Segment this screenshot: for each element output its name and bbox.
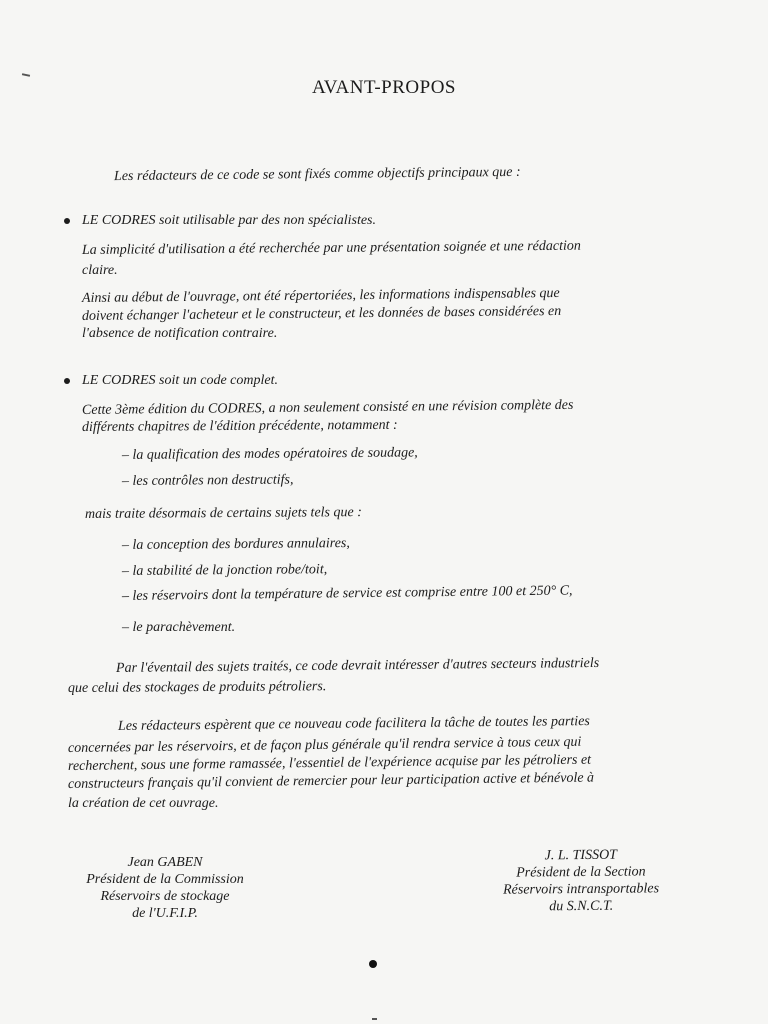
signature-right bbox=[476, 846, 687, 916]
section2-heading: LE CODRES soit un code complet. bbox=[82, 373, 278, 388]
list-item: – les contrôles non destructifs, bbox=[121, 472, 294, 489]
signatory-name: Jean GABEN bbox=[127, 855, 203, 870]
signatory-title: Président de la Section bbox=[516, 864, 646, 881]
intro-text: Les rédacteurs de ce code se sont fixés comme objectifs principaux que : bbox=[113, 164, 521, 185]
section1-para2-line3: l'absence de notification contraire. bbox=[82, 326, 278, 341]
para4-line5: la création de cet ouvrage. bbox=[68, 796, 219, 811]
para3-line1: Par l'éventail des sujets traités, ce code devrait intéresser d'autres secteurs industriels bbox=[115, 655, 600, 676]
scan-mark bbox=[372, 1018, 377, 1020]
para4-line1: Les rédacteurs espèrent que ce nouveau code facilitera la tâche de toutes les parties bbox=[117, 714, 590, 734]
para4-line4: constructeurs français qu'il convient de remercier pour leur participation active et bénévole à bbox=[67, 770, 595, 792]
list-item: – la conception des bordures annulaires, bbox=[121, 536, 350, 553]
section2-para1-line2: différents chapitres de l'édition précédente, notamment : bbox=[81, 417, 398, 435]
signatory-organization: du S.N.C.T. bbox=[549, 898, 614, 915]
list-item: – les réservoirs dont la température de service est comprise entre 100 et 250° C, bbox=[121, 583, 573, 604]
section2-para1-line1: Cette 3ème édition du CODRES, a non seulement consisté en une révision complète des bbox=[81, 397, 574, 418]
section2-para2: mais traite désormais de certains sujets tels que : bbox=[84, 505, 362, 522]
signatory-name: J. L. TISSOT bbox=[544, 847, 618, 864]
signatory-title: Réservoirs de stockage bbox=[100, 889, 230, 904]
bullet-icon bbox=[64, 378, 70, 384]
page-marker-dot bbox=[369, 960, 377, 968]
signature-left bbox=[60, 854, 270, 922]
para4-line3: recherchent, sous une forme ramassée, l'essentiel de l'expérience acquise par les pétroliers et bbox=[67, 752, 592, 774]
section1-para2-line2: doivent échanger l'acheteur et le constructeur, et les données de bases considérées en bbox=[81, 303, 562, 324]
list-item: – le parachèvement. bbox=[122, 620, 236, 635]
signatory-title: Président de la Commission bbox=[86, 872, 244, 887]
list-item: – la stabilité de la jonction robe/toit, bbox=[121, 562, 328, 579]
signatory-title: Réservoirs intransportables bbox=[503, 881, 660, 898]
para3-line2: que celui des stockages de produits pétroliers. bbox=[67, 679, 327, 696]
section1-para1-line2: claire. bbox=[82, 263, 118, 278]
section1-para2-line1: Ainsi au début de l'ouvrage, ont été répertoriées, les informations indispensables que bbox=[81, 285, 560, 306]
list-item: – la qualification des modes opératoires de soudage, bbox=[121, 445, 418, 463]
bullet-icon bbox=[64, 218, 70, 224]
section1-para1-line1: La simplicité d'utilisation a été recherchée par une présentation soignée et une rédaction bbox=[81, 238, 581, 258]
section1-heading: LE CODRES soit utilisable par des non spécialistes. bbox=[82, 213, 376, 228]
para4-line2: concernées par les réservoirs, et de façon plus générale qu'il rendra service à tous ceux qui bbox=[67, 734, 582, 756]
signatory-organization: de l'U.F.I.P. bbox=[132, 906, 198, 921]
page-title: AVANT-PROPOS bbox=[312, 77, 456, 98]
